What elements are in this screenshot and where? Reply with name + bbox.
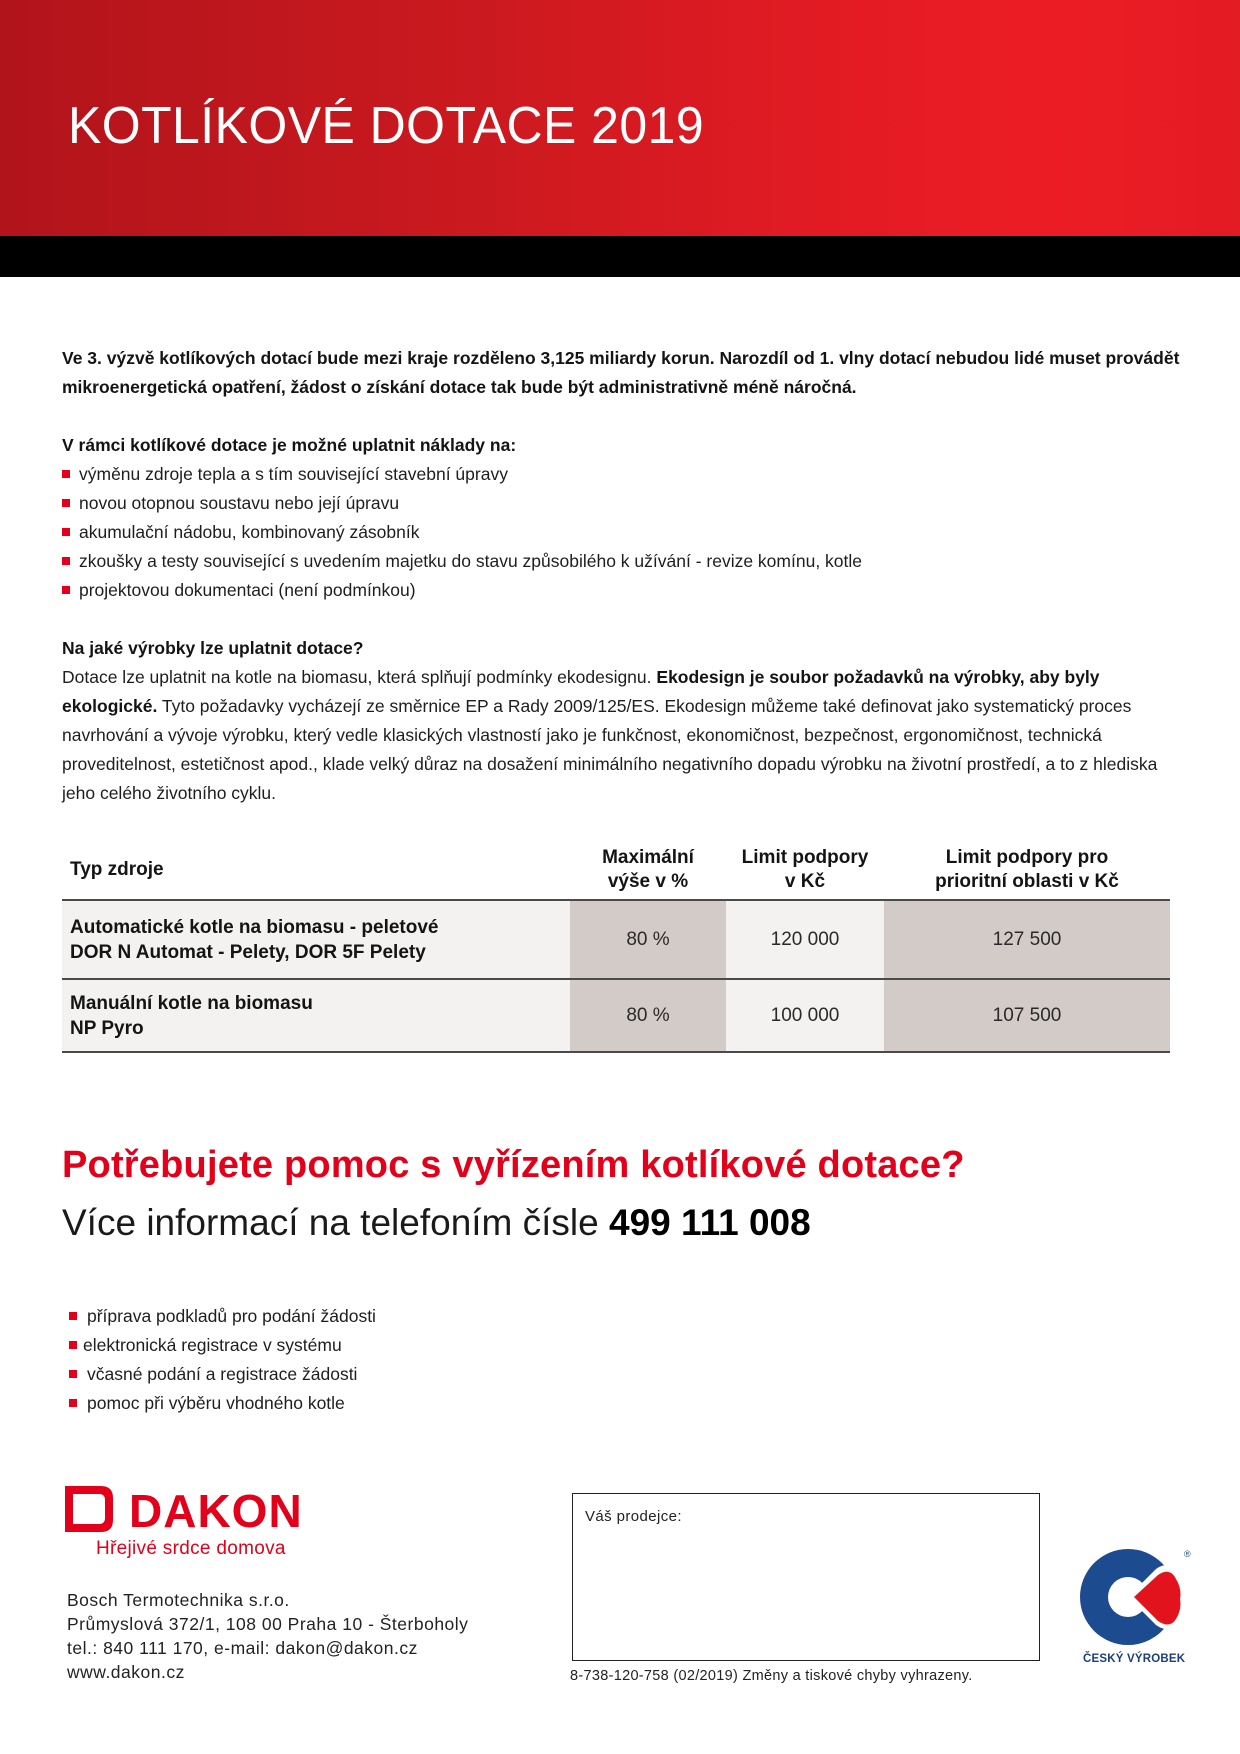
table-row [62, 979, 1170, 1052]
ekodesign-definition: Ekodesign je soubor požadavků na výrobky, aby byly ekologické. [62, 667, 1100, 716]
products-paragraph: Dotace lze uplatnit na kotle na biomasu, která splňují podmínky ekodesignu. Ekodesign je soubor požadavků na výrobky, aby byly ekologické. Tyto požadavky vycházejí ze směrnice EP a Rady 2009/125/ES. Ekodesign můžeme také definovat jako systematický proces navrhování a vývoje výrobku, který vedle klasických vlastností jako je funkčnost, ekonomičnost, bezpečnost, ergonomičnost, technická proveditelnost, estetičnost apod., klade velký důraz na dosažení minimálního negativního dopadu výrobku na životní prostředí, a to z hlediska jeho celého životního cyklu. [62, 667, 1158, 803]
dealer-stamp-box [572, 1493, 1040, 1661]
list-item: zkoušky a testy související s uvedením majetku do stavu způsobilého k užívání - revize komínu, kotle [62, 547, 862, 576]
list-item: elektronická registrace v systému [69, 1331, 376, 1360]
table-row [62, 900, 1170, 979]
cell-limit: 120 000 [726, 900, 884, 979]
company-website[interactable]: www.dakon.cz [67, 1662, 185, 1682]
bullet-square-icon [62, 557, 70, 565]
cell-priority: 107 500 [884, 979, 1170, 1052]
page-title: KOTLÍKOVÉ DOTACE 2019 [68, 97, 705, 155]
bullet-square-icon [62, 586, 70, 594]
list-item: pomoc při výběru vhodného kotle [69, 1389, 376, 1418]
header-banner [0, 0, 1240, 236]
column-header-priority: Limit podpory pro prioritní oblasti v Kč [884, 845, 1170, 900]
dakon-tagline: Hřejivé srdce domova [96, 1538, 286, 1559]
bullet-square-icon [62, 470, 70, 478]
header-black-stripe [0, 236, 1240, 277]
dakon-wordmark: DAKON [129, 1485, 303, 1537]
dealer-label: Váš prodejce: [585, 1508, 682, 1525]
cell-max: 80 % [570, 979, 726, 1052]
table-header-row [62, 845, 1170, 900]
column-header-limit: Limit podpory v Kč [726, 845, 884, 900]
dakon-logo [63, 1484, 343, 1564]
bullet-square-icon [69, 1341, 77, 1349]
subsidy-table [62, 845, 1170, 1053]
list-item: novou otopnou soustavu nebo její úpravu [62, 489, 862, 518]
list-item: akumulační nádobu, kombinovaný zásobník [62, 518, 862, 547]
costs-heading: V rámci kotlíkové dotace je možné uplatnit náklady na: [62, 435, 517, 455]
phone-number[interactable]: 499 111 008 [609, 1202, 811, 1243]
products-heading: Na jaké výrobky lze uplatnit dotace? [62, 638, 364, 658]
cell-type: Manuální kotle na biomasu NP Pyro [62, 979, 570, 1052]
company-contact[interactable]: tel.: 840 111 170, e-mail: dakon@dakon.cz [67, 1638, 418, 1658]
column-header-max: Maximální výše v % [570, 845, 726, 900]
intro-paragraph: Ve 3. výzvě kotlíkových dotací bude mezi kraje rozděleno 3,125 miliardy korun. Narozdíl od 1. vlny dotací nebudou lidé muset provádět mikroenergetická opatření, žádost o získání dotace tak bude být administrativně méně náročná. [62, 348, 1180, 397]
cta-headline: Potřebujete pomoc s vyřízením kotlíkové dotace? [62, 1144, 965, 1186]
cesky-vyrobek-heart-icon [1078, 1545, 1198, 1650]
cell-priority: 127 500 [884, 900, 1170, 979]
cell-max: 80 % [570, 900, 726, 979]
cell-limit: 100 000 [726, 979, 884, 1052]
cesky-vyrobek-logo [1078, 1545, 1198, 1670]
help-list [69, 1302, 376, 1418]
bullet-square-icon [69, 1370, 77, 1378]
cesky-vyrobek-label: ČESKÝ VÝROBEK [1083, 1653, 1186, 1665]
cta-phone-line: Více informací na telefoním čísle 499 111 008 [62, 1202, 811, 1243]
list-item: výměnu zdroje tepla a s tím související stavební úpravy [62, 460, 862, 489]
bullet-square-icon [69, 1399, 77, 1407]
svg-text:®: ® [1184, 1549, 1191, 1559]
column-header-type: Typ zdroje [62, 845, 570, 900]
legal-note: 8-738-120-758 (02/2019) Změny a tiskové chyby vyhrazeny. [570, 1668, 973, 1684]
company-info [67, 1588, 468, 1684]
list-item: příprava podkladů pro podání žádosti [69, 1302, 376, 1331]
company-address: Průmyslová 372/1, 108 00 Praha 10 - Šterboholy [67, 1614, 469, 1634]
company-name: Bosch Termotechnika s.r.o. [67, 1590, 290, 1610]
costs-list [62, 460, 862, 605]
cell-type: Automatické kotle na biomasu - peletové DOR N Automat - Pelety, DOR 5F Pelety [62, 900, 570, 979]
dakon-d-icon [65, 1486, 121, 1536]
list-item: včasné podání a registrace žádosti [69, 1360, 376, 1389]
bullet-square-icon [69, 1312, 77, 1320]
list-item: projektovou dokumentaci (není podmínkou) [62, 576, 862, 605]
bullet-square-icon [62, 528, 70, 536]
bullet-square-icon [62, 499, 70, 507]
